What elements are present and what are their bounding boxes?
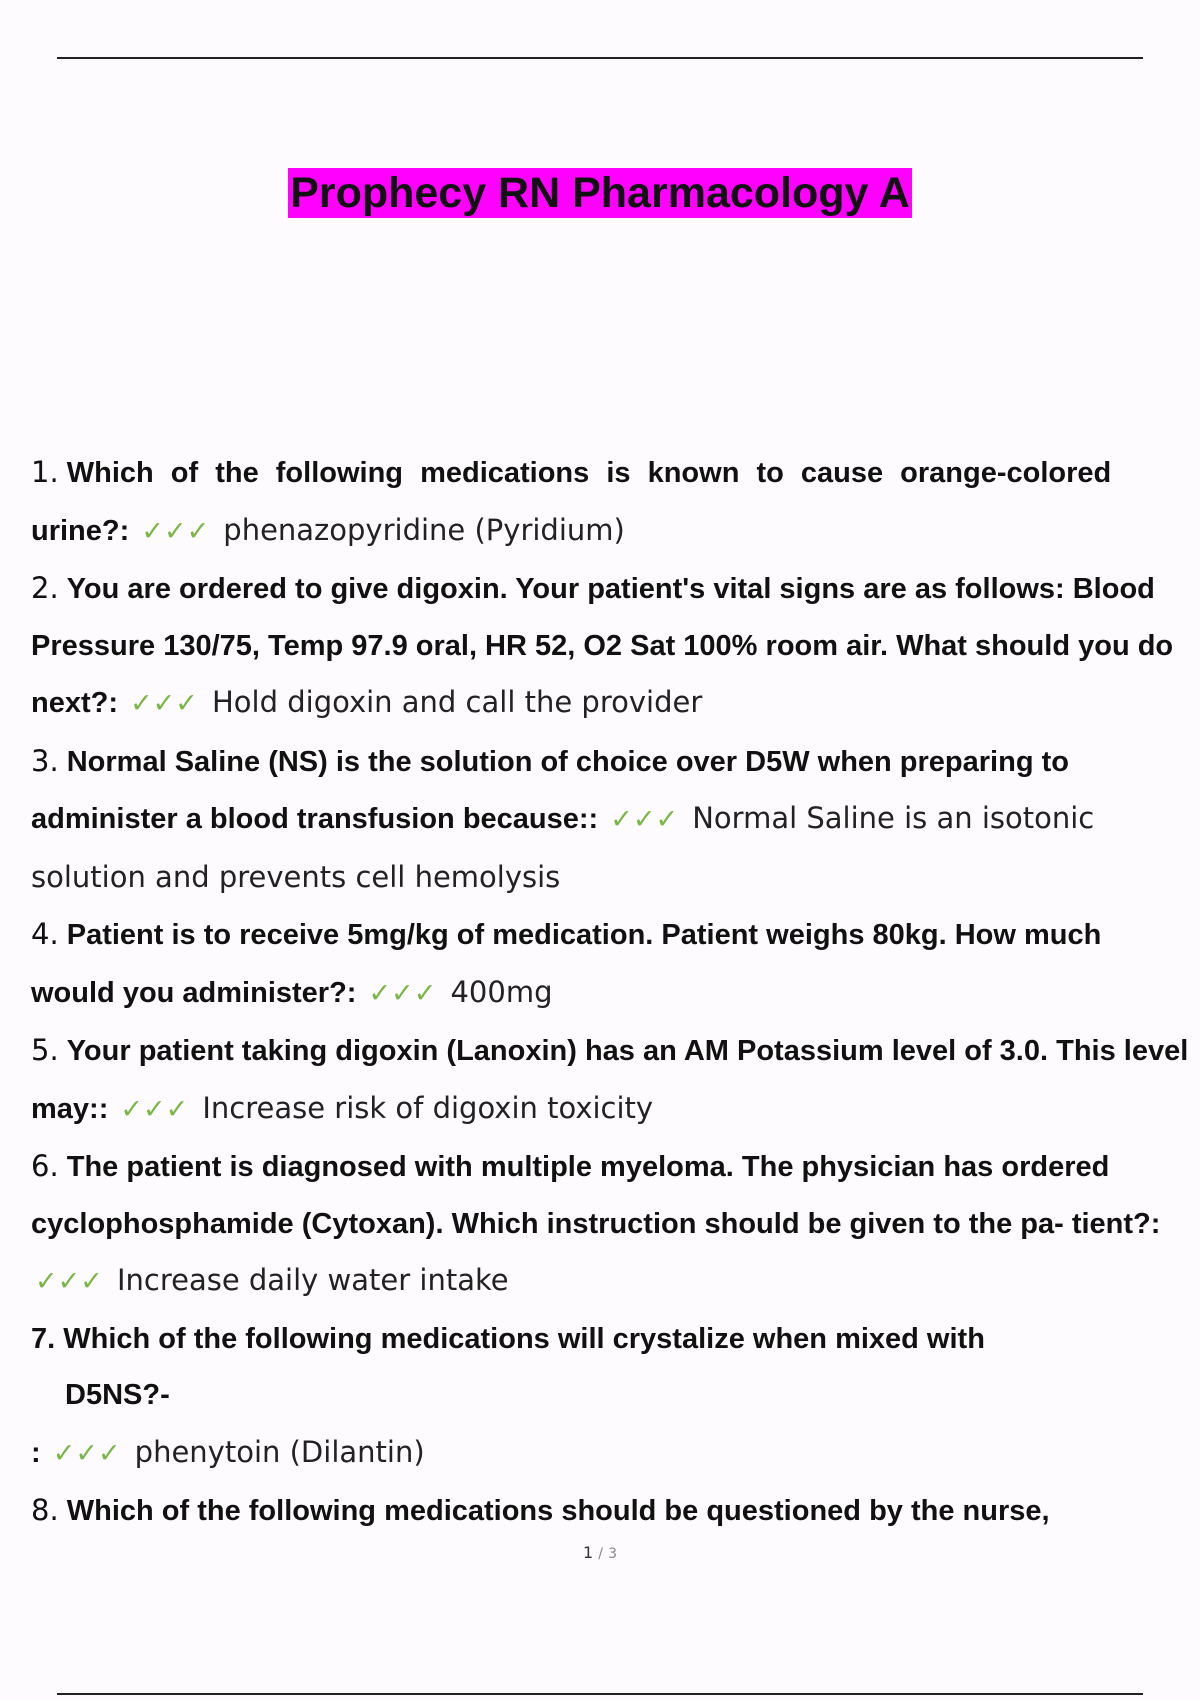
question-text: Normal Saline (NS) is the solution of choice over D5W when preparing to administer a blood transfusion because::	[31, 745, 1069, 835]
page-separator: /	[598, 1546, 603, 1562]
answer-text: Normal Saline is an isotonic solution and prevents cell hemolysis	[31, 801, 1095, 894]
question-text: Your patient taking digoxin (Lanoxin) has an AM Potassium level of 3.0. This level may::	[31, 1035, 1189, 1125]
answer-text: Hold digoxin and call the provider	[212, 685, 703, 719]
question-number: 2.	[31, 571, 59, 605]
bottom-rule	[57, 1693, 1143, 1695]
check-icon: ✓✓✓	[35, 1266, 103, 1297]
question-item	[31, 906, 1191, 1022]
page-total: 3	[608, 1546, 617, 1562]
question-text: Which of the following medications is known to cause orange-colored urine?:	[31, 457, 1112, 547]
question-number: 4.	[31, 917, 59, 951]
check-icon: ✓✓✓	[120, 1093, 189, 1125]
question-number: 6.	[31, 1149, 59, 1183]
question-item	[31, 1138, 1191, 1311]
question-item	[31, 444, 1191, 560]
question-number: 8.	[31, 1493, 59, 1527]
question-text: Which of the following medications should be questioned by the nurse,	[66, 1495, 1050, 1527]
answer-text: Increase daily water intake	[116, 1263, 509, 1297]
check-icon: ✓✓✓	[130, 688, 198, 719]
question-item	[31, 1311, 1191, 1483]
question-number: 1.	[31, 455, 59, 489]
check-icon: ✓✓✓	[52, 1437, 121, 1469]
question-list	[31, 444, 1191, 1540]
question-number: 3.	[31, 743, 59, 778]
question-number: 7.	[31, 1322, 56, 1355]
answer-text: phenytoin (Dilantin)	[134, 1434, 425, 1469]
question-item	[31, 560, 1191, 733]
check-icon: ✓✓✓	[610, 804, 679, 835]
question-text: You are ordered to give digoxin. Your patient's vital signs are as follows: Blood Pressure 130/75, Temp 97.9 oral, HR 52, O2 Sat 100% room air. What should you do next?:	[31, 573, 1174, 719]
question-text: The patient is diagnosed with multiple myeloma. The physician has ordered cyclophosphamide (Cytoxan). Which instruction should be given to the pa- tient?:	[31, 1151, 1161, 1240]
top-rule	[57, 57, 1143, 59]
answer-text: Increase risk of digoxin toxicity	[202, 1090, 654, 1125]
answer-prefix: :	[31, 1436, 41, 1469]
question-item	[31, 1022, 1191, 1138]
question-text-continued: D5NS?-	[65, 1379, 170, 1411]
check-icon: ✓✓✓	[141, 515, 210, 547]
question-text: Which of the following medications will crystalize when mixed with	[63, 1322, 985, 1355]
answer-text: phenazopyridine (Pyridium)	[223, 512, 625, 547]
title-container	[0, 168, 1200, 218]
question-item	[31, 1482, 1191, 1540]
question-item	[31, 733, 1191, 907]
question-number: 5.	[31, 1033, 59, 1067]
answer-line	[31, 1424, 1191, 1483]
answer-text: 400mg	[450, 974, 553, 1009]
page-current: 1	[582, 1543, 594, 1562]
document-title: Prophecy RN Pharmacology A	[290, 169, 910, 217]
check-icon: ✓✓✓	[368, 977, 437, 1009]
page-indicator	[0, 1543, 1200, 1562]
question-text: Patient is to receive 5mg/kg of medication. Patient weighs 80kg. How much would you administer?:	[31, 919, 1102, 1009]
